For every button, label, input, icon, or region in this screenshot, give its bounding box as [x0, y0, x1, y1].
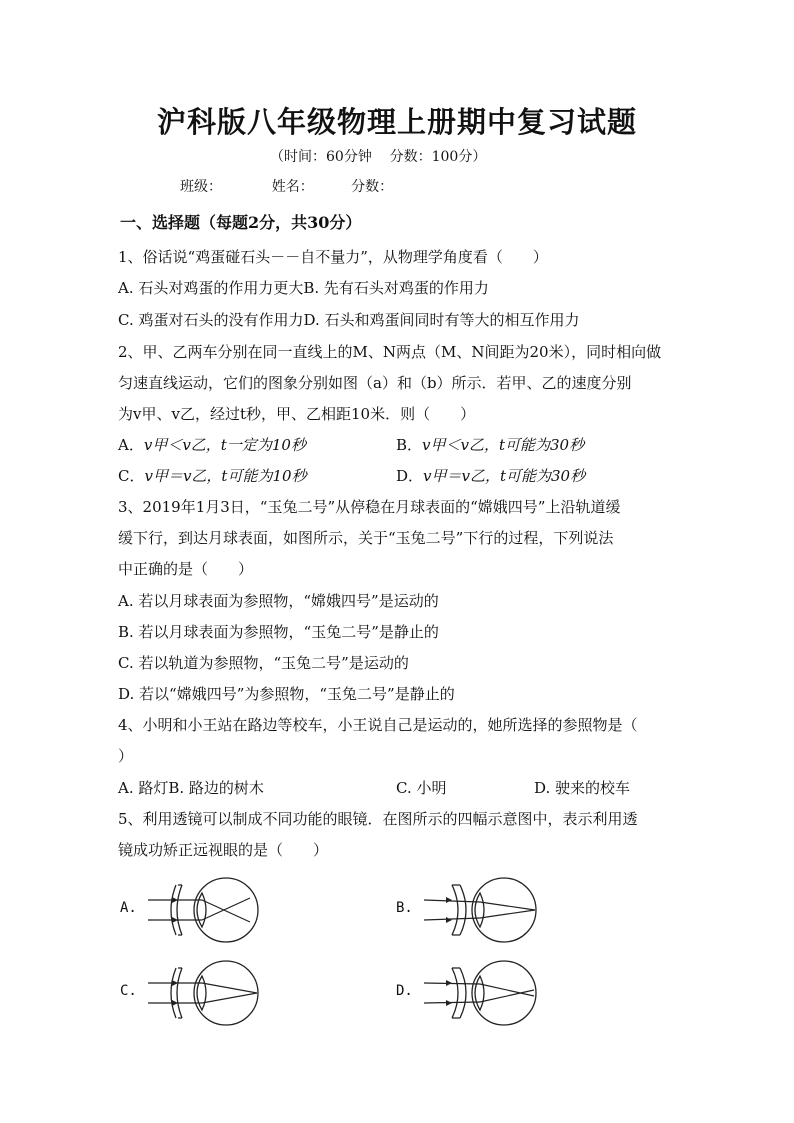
section-heading: 一、选择题（每题2分，共30分） — [120, 213, 362, 232]
q4-stem-line1: 4、小明和小王站在路边等校车，小王说自己是运动的，她所选择的参照物是（ — [118, 716, 638, 734]
q2-option-d-letter: D． — [396, 467, 424, 485]
q3-option-a: A. 若以月球表面为参照物，“嫦娥四号”是运动的 — [118, 592, 439, 610]
q4-option-d: D. 驶来的校车 — [534, 779, 631, 797]
q2-option-a-text: v甲＜v乙，t一定为10秒 — [143, 436, 306, 454]
q5-figure-label-c: C. — [120, 983, 137, 999]
q5-figure-b — [424, 875, 544, 945]
exam-time-score: （时间：60分钟 分数：100分） — [270, 149, 487, 165]
q4-stem-line2: ） — [118, 747, 134, 765]
q5-figure-d — [424, 958, 544, 1028]
q3-stem-line3: 中正确的是（ ） — [118, 560, 254, 578]
q4-option-ab: A. 路灯B. 路边的树木 — [118, 779, 264, 797]
q5-figure-label-b: B. — [396, 900, 413, 916]
q5-stem-line1: 5、利用透镜可以制成不同功能的眼镜．在图所示的四幅示意图中，表示利用透 — [118, 810, 638, 828]
page-title: 沪科版八年级物理上册期中复习试题 — [156, 105, 637, 139]
student-info-line: 班级： 姓名： 分数： — [180, 179, 394, 195]
q1-stem: 1、俗话说“鸡蛋碰石头－－自不量力”，从物理学角度看（ ） — [118, 248, 548, 266]
q3-option-d: D. 若以“嫦娥四号”为参照物，“玉兔二号”是静止的 — [118, 685, 455, 703]
q1-options-ab: A. 石头对鸡蛋的作用力更大B. 先有石头对鸡蛋的作用力 — [118, 279, 489, 297]
q2-option-c — [118, 466, 307, 486]
q5-stem-line2: 镜成功矫正远视眼的是（ ） — [118, 841, 329, 859]
q2-stem-line2: 匀速直线运动，它们的图象分别如图（a）和（b）所示．若甲、乙的速度分别 — [118, 374, 632, 392]
q3-stem-line2: 缓下行，到达月球表面，如图所示，关于“玉兔二号”下行的过程，下列说法 — [118, 529, 614, 547]
q3-stem-line1: 3、2019年1月3日，“玉兔二号”从停稳在月球表面的“嫦娥四号”上沿轨道缓 — [118, 498, 621, 516]
q1-options-cd: C. 鸡蛋对石头的没有作用力D. 石头和鸡蛋间同时有等大的相互作用力 — [118, 311, 580, 329]
q2-stem-line3: 为v甲、v乙，经过t秒，甲、乙相距10米．则（ ） — [118, 405, 476, 423]
q5-figure-c — [148, 958, 268, 1028]
q2-option-a — [118, 435, 306, 455]
q2-stem-line1: 2、甲、乙两车分别在同一直线上的M、N两点（M、N间距为20米），同时相向做 — [118, 343, 662, 361]
q2-option-a-letter: A． — [118, 436, 144, 454]
q5-figure-label-a: A. — [120, 900, 137, 916]
q2-option-c-text: v甲＝v乙，t可能为10秒 — [144, 467, 307, 485]
q2-option-c-letter: C． — [118, 467, 145, 485]
q5-figure-a — [148, 875, 268, 945]
q2-option-b-letter: B． — [396, 436, 423, 454]
q3-option-c: C. 若以轨道为参照物，“玉兔二号”是运动的 — [118, 654, 409, 672]
q2-option-d — [396, 466, 585, 486]
q2-option-b — [396, 435, 584, 455]
q3-option-b: B. 若以月球表面为参照物，“玉兔二号”是静止的 — [118, 623, 439, 641]
q2-option-d-text: v甲＝v乙，t可能为30秒 — [423, 467, 586, 485]
q4-option-c: C. 小明 — [396, 779, 447, 797]
q5-figure-label-d: D. — [396, 983, 413, 999]
q2-option-b-text: v甲＜v乙，t可能为30秒 — [422, 436, 585, 454]
